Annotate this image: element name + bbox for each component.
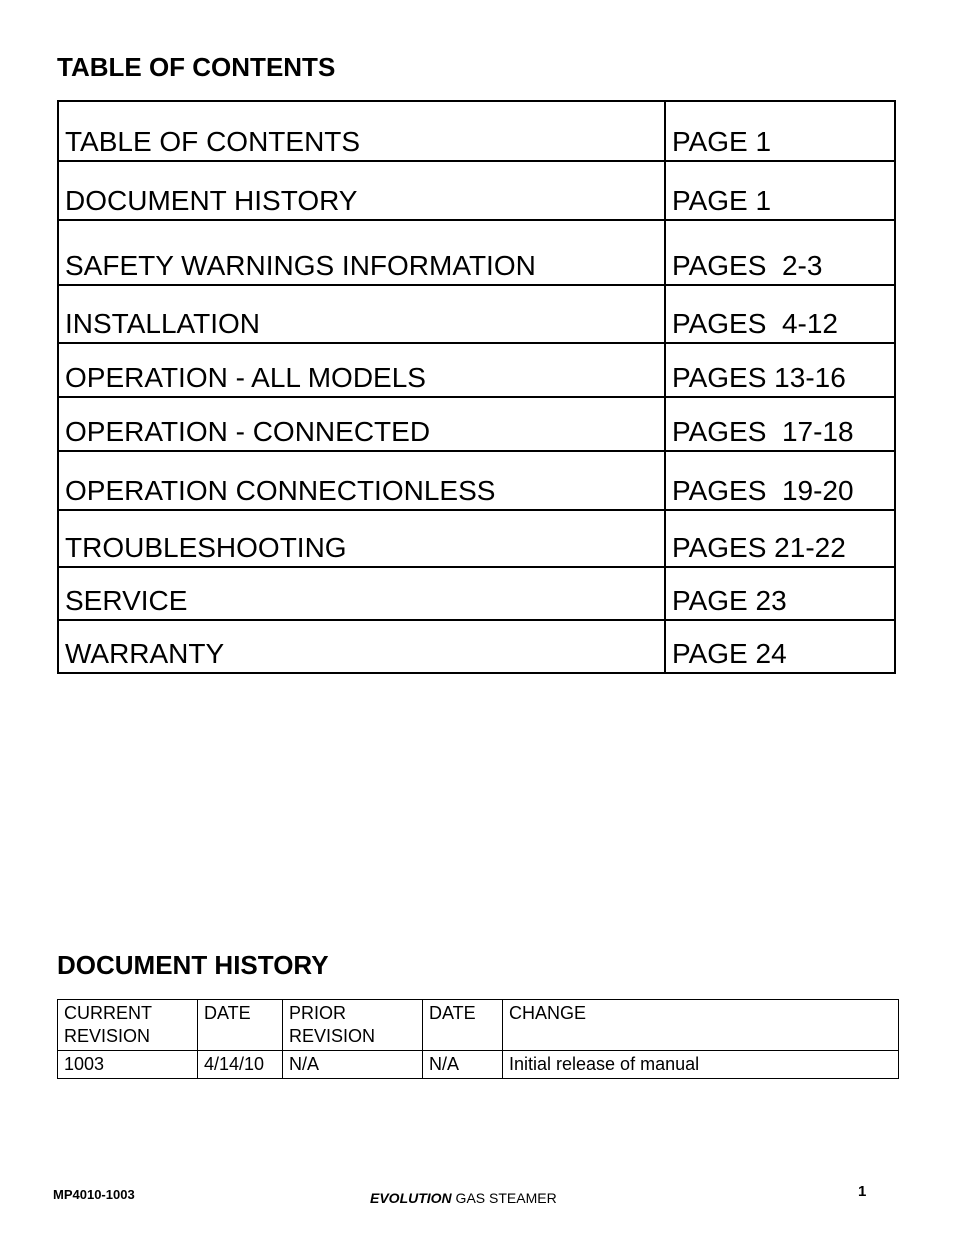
toc-section: DOCUMENT HISTORY [58, 161, 665, 220]
toc-section: INSTALLATION [58, 285, 665, 343]
document-number: MP4010-1003 [53, 1187, 135, 1202]
toc-section: WARRANTY [58, 620, 665, 673]
toc-page: PAGES 17-18 [665, 397, 895, 451]
history-header-row [58, 1000, 899, 1051]
product-name [370, 1190, 557, 1206]
header-change: CHANGE [503, 1000, 899, 1051]
toc-page: PAGES 21-22 [665, 510, 895, 567]
header-current-revision-line2: REVISION [64, 1026, 151, 1046]
history-table [57, 999, 899, 1079]
cell-current-revision: 1003 [58, 1051, 198, 1079]
toc-row [58, 510, 895, 567]
header-prior-date: DATE [423, 1000, 503, 1051]
toc-row [58, 620, 895, 673]
toc-page: PAGES 13-16 [665, 343, 895, 397]
cell-change: Initial release of manual [503, 1051, 899, 1079]
header-date: DATE [198, 1000, 283, 1051]
toc-page: PAGE 23 [665, 567, 895, 620]
header-current-revision [58, 1000, 198, 1051]
product-descriptor: GAS STEAMER [451, 1190, 557, 1206]
cell-prior-revision: N/A [283, 1051, 423, 1079]
cell-prior-date: N/A [423, 1051, 503, 1079]
toc-row [58, 343, 895, 397]
toc-row [58, 101, 895, 161]
toc-page: PAGE 24 [665, 620, 895, 673]
toc-section: OPERATION - CONNECTED [58, 397, 665, 451]
toc-section: SERVICE [58, 567, 665, 620]
toc-heading: TABLE OF CONTENTS [57, 52, 336, 82]
toc-table [57, 100, 896, 674]
toc-page: PAGES 19-20 [665, 451, 895, 510]
header-prior-revision-line2: REVISION [289, 1026, 376, 1046]
toc-section: OPERATION - ALL MODELS [58, 343, 665, 397]
toc-row [58, 451, 895, 510]
history-row [58, 1051, 899, 1079]
toc-row [58, 567, 895, 620]
cell-date: 4/14/10 [198, 1051, 283, 1079]
toc-page: PAGE 1 [665, 161, 895, 220]
toc-section: SAFETY WARNINGS INFORMATION [58, 220, 665, 285]
toc-section: OPERATION CONNECTIONLESS [58, 451, 665, 510]
product-brand: EVOLUTION [370, 1190, 452, 1206]
history-heading: DOCUMENT HISTORY [57, 950, 329, 980]
header-prior-revision [283, 1000, 423, 1051]
toc-page: PAGES 2-3 [665, 220, 895, 285]
page-number: 1 [858, 1183, 867, 1200]
toc-row [58, 161, 895, 220]
toc-page: PAGES 4-12 [665, 285, 895, 343]
header-prior-revision-line1: PRIOR [289, 1003, 347, 1023]
toc-section: TROUBLESHOOTING [58, 510, 665, 567]
toc-row [58, 397, 895, 451]
header-current-revision-line1: CURRENT [64, 1003, 152, 1023]
toc-row [58, 220, 895, 285]
toc-page: PAGE 1 [665, 101, 895, 161]
toc-row [58, 285, 895, 343]
toc-section: TABLE OF CONTENTS [58, 101, 665, 161]
